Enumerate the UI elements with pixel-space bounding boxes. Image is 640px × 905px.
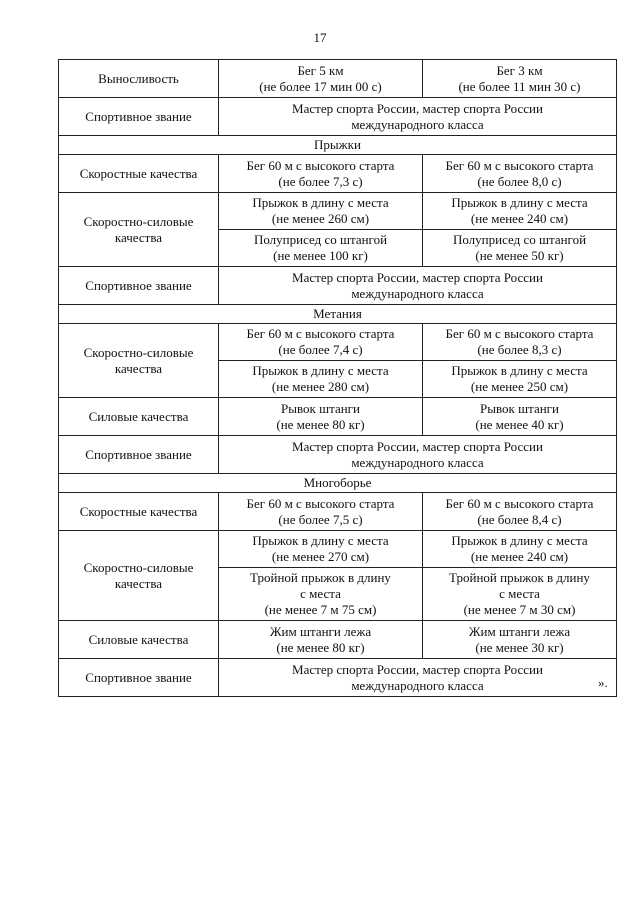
- sport-title-value: Мастер спорта России, мастер спорта России международного класса: [219, 436, 617, 474]
- norm-men: Прыжок в длину с места (не менее 280 см): [219, 361, 423, 398]
- section-header-allround: Многоборье: [59, 474, 617, 493]
- norm-women: Бег 60 м с высокого старта (не более 8,0 с): [423, 155, 617, 193]
- norm-men: Бег 60 м с высокого старта (не более 7,4 с): [219, 324, 423, 361]
- quality-label: Спортивное звание: [59, 267, 219, 305]
- norm-men: Жим штанги лежа (не менее 80 кг): [219, 621, 423, 659]
- norm-men: Бег 60 м с высокого старта (не более 7,3 с): [219, 155, 423, 193]
- norm-men: Тройной прыжок в длину с места (не менее 7 м 75 см): [219, 568, 423, 621]
- section-header-row: [59, 136, 617, 155]
- norm-men: Бег 60 м с высокого старта (не более 7,5 с): [219, 493, 423, 531]
- quality-label: Скоростные качества: [59, 493, 219, 531]
- norm-men: Прыжок в длину с места (не менее 260 см): [219, 193, 423, 230]
- norm-women: Рывок штанги (не менее 40 кг): [423, 398, 617, 436]
- quality-label: Скоростно-силовые качества: [59, 531, 219, 621]
- quality-label: Спортивное звание: [59, 436, 219, 474]
- standards-table: [58, 59, 617, 697]
- norm-women: Полуприсед со штангой (не менее 50 кг): [423, 230, 617, 267]
- table-row: [59, 659, 617, 697]
- quality-label: Спортивное звание: [59, 98, 219, 136]
- section-header-throws: Метания: [59, 305, 617, 324]
- table-row: [59, 155, 617, 193]
- norm-women: Тройной прыжок в длину с места (не менее 7 м 30 см): [423, 568, 617, 621]
- norm-men: Бег 5 км (не более 17 мин 00 с): [219, 60, 423, 98]
- sport-title-value: Мастер спорта России, мастер спорта России международного класса: [219, 659, 617, 697]
- norm-women: Бег 3 км (не более 11 мин 30 с): [423, 60, 617, 98]
- norm-women: Прыжок в длину с места (не менее 240 см): [423, 531, 617, 568]
- norm-men: Прыжок в длину с места (не менее 270 см): [219, 531, 423, 568]
- norm-women: Прыжок в длину с места (не менее 240 см): [423, 193, 617, 230]
- table-row: [59, 193, 617, 230]
- norm-women: Прыжок в длину с места (не менее 250 см): [423, 361, 617, 398]
- section-header-row: [59, 474, 617, 493]
- norm-women: Бег 60 м с высокого старта (не более 8,3 с): [423, 324, 617, 361]
- norm-men: Полуприсед со штангой (не менее 100 кг): [219, 230, 423, 267]
- quality-label: Скоростно-силовые качества: [59, 324, 219, 398]
- norm-women: Бег 60 м с высокого старта (не более 8,4 с): [423, 493, 617, 531]
- norm-women: Жим штанги лежа (не менее 30 кг): [423, 621, 617, 659]
- quality-label: Выносливость: [59, 60, 219, 98]
- quality-label: Силовые качества: [59, 621, 219, 659]
- table-row: [59, 493, 617, 531]
- sport-title-value: Мастер спорта России, мастер спорта России международного класса: [219, 267, 617, 305]
- page-number: 17: [313, 30, 327, 45]
- quality-label: Скоростно-силовые качества: [59, 193, 219, 267]
- table-row: [59, 324, 617, 361]
- sport-title-value: Мастер спорта России, мастер спорта России международного класса: [219, 98, 617, 136]
- table-row: [59, 398, 617, 436]
- table-row: [59, 267, 617, 305]
- table-row: [59, 531, 617, 568]
- table-row: [59, 621, 617, 659]
- section-header-jumps: Прыжки: [59, 136, 617, 155]
- quality-label: Спортивное звание: [59, 659, 219, 697]
- closing-quote-mark: ».: [598, 675, 608, 690]
- table-row: [59, 98, 617, 136]
- table-row: [59, 60, 617, 98]
- table-row: [59, 436, 617, 474]
- quality-label: Силовые качества: [59, 398, 219, 436]
- quality-label: Скоростные качества: [59, 155, 219, 193]
- norm-men: Рывок штанги (не менее 80 кг): [219, 398, 423, 436]
- section-header-row: [59, 305, 617, 324]
